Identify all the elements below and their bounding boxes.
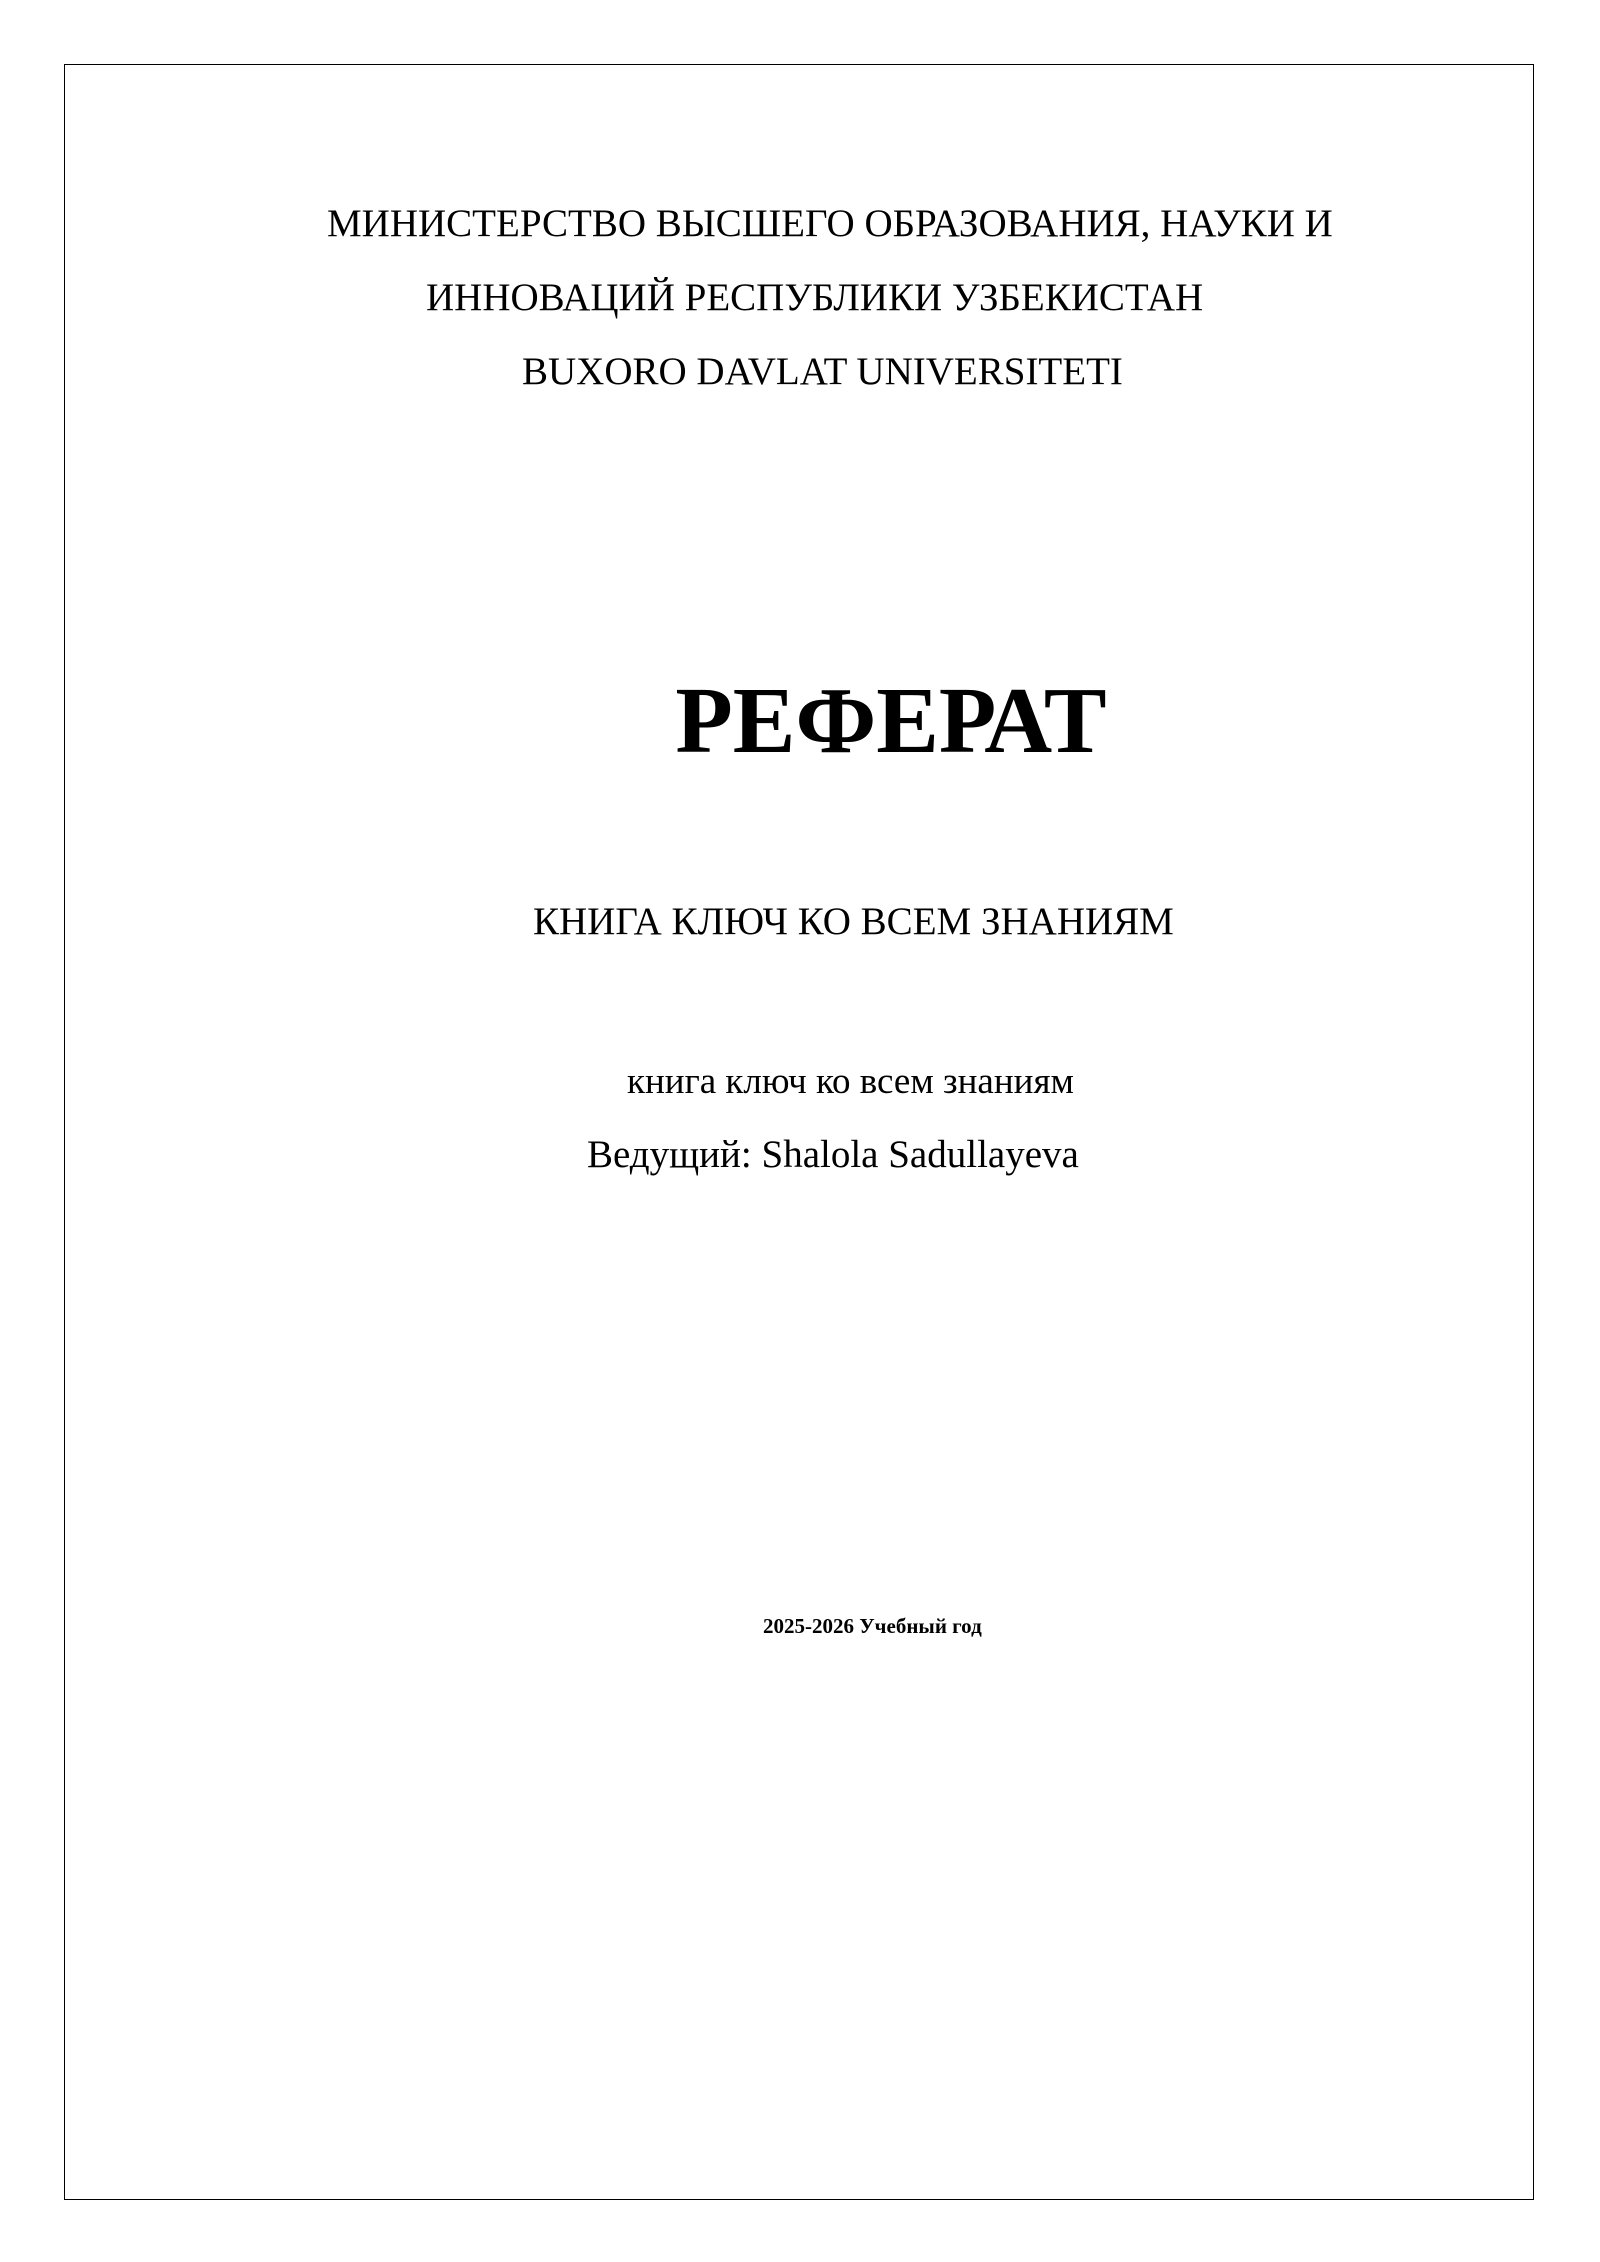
ministry-name-line-2: ИННОВАЦИЙ РЕСПУБЛИКИ УЗБЕКИСТАН — [426, 276, 1204, 319]
topic-title: КНИГА КЛЮЧ КО ВСЕМ ЗНАНИЯМ — [533, 900, 1174, 943]
university-name: BUXORO DAVLAT UNIVERSITETI — [522, 350, 1123, 393]
document-type-heading: РЕФЕРАТ — [675, 669, 1107, 773]
supervisor-line: Ведущий: Shalola Sadullayeva — [587, 1133, 1079, 1176]
topic-subtitle: книга ключ ко всем знаниям — [627, 1061, 1074, 1102]
academic-year: 2025-2026 Учебный год — [763, 1614, 982, 1638]
ministry-name-line-1: МИНИСТЕРСТВО ВЫСШЕГО ОБРАЗОВАНИЯ, НАУКИ И — [327, 202, 1333, 245]
